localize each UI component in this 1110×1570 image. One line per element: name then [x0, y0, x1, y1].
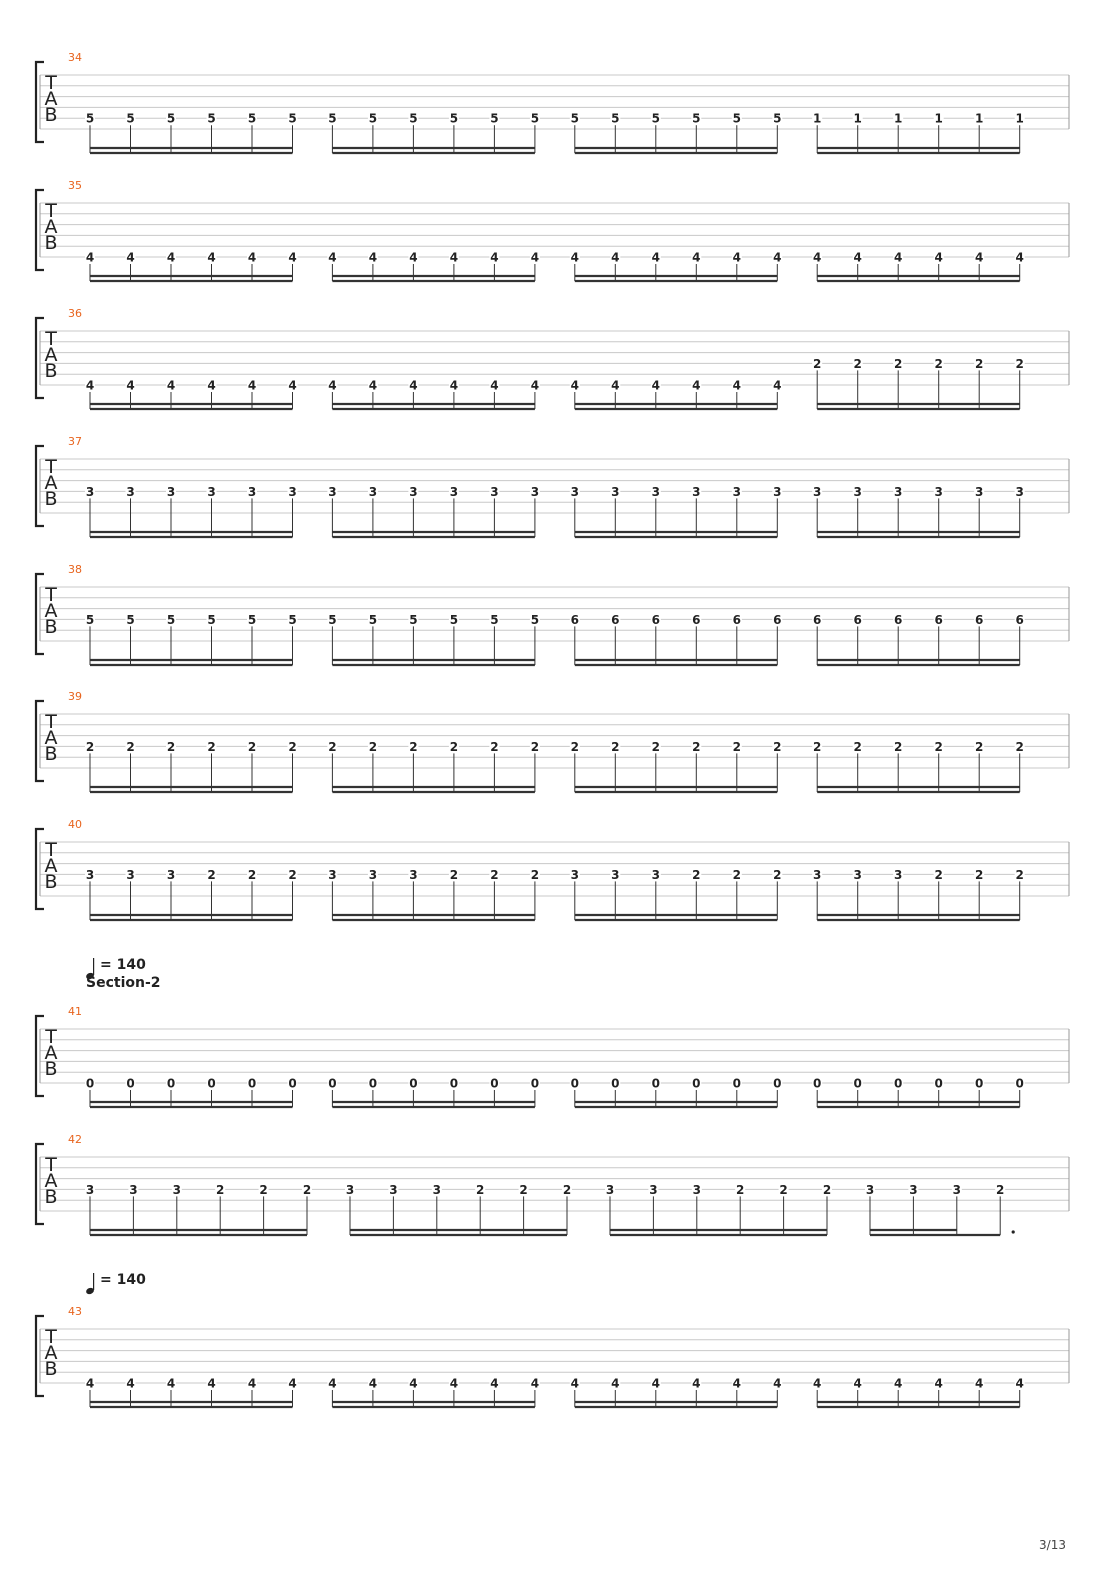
fret-number: 4 [570, 250, 579, 265]
tab-clef-letter: A [44, 1342, 58, 1364]
fret-number: 2 [975, 867, 984, 882]
fret-number: 2 [259, 1182, 268, 1197]
fret-number: 4 [773, 250, 782, 265]
fret-number: 5 [692, 111, 701, 126]
fret-number: 5 [490, 612, 499, 627]
fret-number: 5 [247, 612, 257, 627]
fret-number: 4 [611, 378, 620, 393]
fret-number: 5 [651, 111, 660, 126]
fret-number: 5 [207, 612, 216, 627]
fret-number: 4 [490, 250, 499, 265]
measure-number: 43 [68, 1305, 82, 1318]
fret-number: 4 [126, 378, 135, 393]
tab-clef-letter: T [45, 711, 57, 733]
fret-number: 2 [570, 739, 579, 754]
fret-number: 2 [822, 1182, 832, 1197]
fret-number: 2 [476, 1182, 485, 1197]
fret-number: 2 [247, 867, 257, 882]
fret-number: 6 [651, 612, 660, 627]
fret-number: 3 [288, 484, 297, 499]
fret-number: 3 [490, 484, 499, 499]
fret-number: 6 [1015, 612, 1024, 627]
fret-number: 3 [207, 484, 216, 499]
fret-number: 3 [126, 484, 135, 499]
fret-number: 4 [207, 250, 216, 265]
fret-number: 4 [894, 1376, 903, 1391]
tab-clef-letter: B [44, 743, 58, 765]
tab-clef-letter: A [44, 216, 58, 238]
fret-number: 5 [288, 612, 297, 627]
fret-number: 3 [865, 1182, 875, 1197]
fret-number: 0 [611, 1076, 620, 1091]
tab-clef-letter: B [44, 232, 58, 254]
fret-number: 5 [166, 612, 176, 627]
fret-number: 3 [813, 484, 822, 499]
fret-number: 0 [934, 1076, 943, 1091]
fret-number: 4 [126, 250, 135, 265]
fret-number: 2 [302, 1182, 312, 1197]
fret-number: 5 [449, 612, 459, 627]
fret-number: 3 [611, 484, 620, 499]
fret-number: 4 [975, 1376, 984, 1391]
fret-number: 4 [853, 250, 862, 265]
tab-clef-letter: T [45, 72, 57, 94]
fret-number: 3 [853, 867, 862, 882]
fret-number: 3 [692, 484, 701, 499]
fret-number: 0 [530, 1076, 540, 1091]
tab-system [36, 1005, 1069, 1107]
fret-number: 2 [934, 867, 943, 882]
fret-number: 3 [172, 1182, 181, 1197]
fret-number: 0 [975, 1076, 984, 1091]
fret-number: 4 [368, 250, 378, 265]
fret-number: 3 [129, 1182, 138, 1197]
tab-clef-letter: B [44, 1058, 58, 1080]
fret-number: 3 [85, 1182, 95, 1197]
section-label: Section-2 [86, 975, 161, 991]
fret-number: 2 [216, 1182, 225, 1197]
fret-number: 6 [611, 612, 620, 627]
fret-number: 5 [328, 612, 337, 627]
fret-number: 4 [692, 378, 701, 393]
fret-number: 3 [570, 484, 579, 499]
tab-clef-letter: T [45, 200, 57, 222]
fret-number: 5 [449, 111, 459, 126]
fret-number: 3 [368, 484, 378, 499]
augmentation-dot [1012, 1230, 1015, 1233]
fret-number: 3 [166, 867, 176, 882]
fret-number: 2 [207, 867, 216, 882]
fret-number: 4 [368, 1376, 378, 1391]
fret-number: 5 [409, 612, 418, 627]
fret-number: 3 [651, 867, 660, 882]
tab-system [36, 435, 1069, 537]
tab-clef-letter: B [44, 104, 58, 126]
fret-number: 2 [530, 867, 540, 882]
fret-number: 3 [773, 484, 782, 499]
fret-number: 2 [732, 867, 741, 882]
tab-system [36, 307, 1069, 409]
fret-number: 0 [570, 1076, 579, 1091]
fret-number: 0 [328, 1076, 337, 1091]
measure-number: 42 [68, 1133, 82, 1146]
fret-number: 0 [894, 1076, 903, 1091]
fret-number: 0 [85, 1076, 95, 1091]
fret-number: 3 [894, 867, 903, 882]
fret-number: 5 [126, 111, 135, 126]
fret-number: 3 [975, 484, 984, 499]
fret-number: 4 [813, 250, 822, 265]
fret-number: 4 [166, 1376, 176, 1391]
fret-number: 4 [773, 1376, 782, 1391]
fret-number: 0 [813, 1076, 822, 1091]
tab-clef-letter: A [44, 727, 58, 749]
fret-number: 4 [166, 378, 176, 393]
fret-number: 6 [570, 612, 579, 627]
page-number: 3/13 [1039, 1538, 1066, 1552]
fret-number: 3 [651, 484, 660, 499]
tab-clef-letter: T [45, 1154, 57, 1176]
tab-clef-letter: A [44, 344, 58, 366]
fret-number: 4 [530, 378, 540, 393]
fret-number: 4 [288, 1376, 297, 1391]
tab-system [36, 818, 1069, 920]
fret-number: 3 [166, 484, 176, 499]
tempo-value: = 140 [100, 1272, 146, 1288]
fret-number: 6 [692, 612, 701, 627]
fret-number: 3 [328, 484, 337, 499]
fret-number: 3 [368, 867, 378, 882]
fret-number: 4 [732, 1376, 741, 1391]
fret-number: 2 [894, 739, 903, 754]
fret-number: 2 [773, 867, 782, 882]
fret-number: 3 [1015, 484, 1024, 499]
fret-number: 0 [853, 1076, 862, 1091]
fret-number: 4 [247, 250, 257, 265]
tab-clef-letter: B [44, 1358, 58, 1380]
fret-number: 1 [853, 111, 862, 126]
measure-number: 40 [68, 818, 82, 831]
fret-number: 2 [975, 356, 984, 371]
fret-number: 2 [853, 739, 862, 754]
fret-number: 2 [1015, 739, 1024, 754]
tab-clef-letter: B [44, 488, 58, 510]
tab-system [36, 179, 1069, 281]
fret-number: 3 [813, 867, 822, 882]
fret-number: 0 [247, 1076, 257, 1091]
fret-number: 4 [85, 378, 95, 393]
fret-number: 3 [611, 867, 620, 882]
fret-number: 4 [288, 250, 297, 265]
fret-number: 4 [813, 1376, 822, 1391]
fret-number: 0 [288, 1076, 297, 1091]
fret-number: 5 [328, 111, 337, 126]
fret-number: 5 [207, 111, 216, 126]
tab-clef-letter: A [44, 472, 58, 494]
fret-number: 4 [449, 378, 459, 393]
fret-number: 2 [409, 739, 418, 754]
fret-number: 4 [853, 1376, 862, 1391]
fret-number: 4 [773, 378, 782, 393]
measure-number: 41 [68, 1005, 82, 1018]
fret-number: 4 [490, 378, 499, 393]
fret-number: 2 [1015, 356, 1024, 371]
fret-number: 5 [85, 612, 95, 627]
fret-number: 4 [449, 250, 459, 265]
fret-number: 1 [975, 111, 984, 126]
fret-number: 3 [328, 867, 337, 882]
fret-number: 3 [409, 867, 418, 882]
fret-number: 3 [126, 867, 135, 882]
tempo-mark [85, 1272, 146, 1295]
fret-number: 2 [894, 356, 903, 371]
tab-clef-letter: B [44, 871, 58, 893]
fret-number: 4 [570, 378, 579, 393]
fret-number: 2 [126, 739, 135, 754]
measure-number: 39 [68, 690, 82, 703]
fret-number: 1 [813, 111, 822, 126]
tab-clef-letter: B [44, 360, 58, 382]
fret-number: 2 [934, 739, 943, 754]
fret-number: 0 [449, 1076, 459, 1091]
fret-number: 2 [1015, 867, 1024, 882]
fret-number: 0 [207, 1076, 216, 1091]
fret-number: 2 [449, 739, 459, 754]
fret-number: 4 [934, 250, 943, 265]
fret-number: 6 [894, 612, 903, 627]
fret-number: 4 [409, 378, 418, 393]
fret-number: 4 [1015, 1376, 1024, 1391]
tab-clef-letter: T [45, 584, 57, 606]
measure-number: 37 [68, 435, 82, 448]
tab-clef-letter: A [44, 88, 58, 110]
tab-clef-letter: T [45, 328, 57, 350]
fret-number: 2 [773, 739, 782, 754]
fret-number: 6 [732, 612, 741, 627]
fret-number: 4 [247, 378, 257, 393]
measure-number: 35 [68, 179, 82, 192]
fret-number: 5 [611, 111, 620, 126]
fret-number: 5 [490, 111, 499, 126]
fret-number: 3 [389, 1182, 398, 1197]
fret-number: 6 [813, 612, 822, 627]
fret-number: 3 [649, 1182, 658, 1197]
fret-number: 2 [85, 739, 95, 754]
fret-number: 4 [328, 250, 337, 265]
fret-number: 4 [328, 1376, 337, 1391]
fret-number: 4 [409, 250, 418, 265]
fret-number: 3 [934, 484, 943, 499]
fret-number: 2 [813, 739, 822, 754]
tab-system [36, 690, 1069, 792]
fret-number: 4 [692, 1376, 701, 1391]
fret-number: 2 [247, 739, 257, 754]
fret-number: 4 [611, 250, 620, 265]
tab-clef-letter: A [44, 1042, 58, 1064]
fret-number: 5 [732, 111, 741, 126]
fret-number: 2 [975, 739, 984, 754]
fret-number: 4 [490, 1376, 499, 1391]
fret-number: 0 [651, 1076, 660, 1091]
fret-number: 2 [736, 1182, 745, 1197]
fret-number: 2 [996, 1182, 1005, 1197]
fret-number: 1 [934, 111, 943, 126]
fret-number: 2 [732, 739, 741, 754]
fret-number: 3 [605, 1182, 615, 1197]
fret-number: 3 [732, 484, 741, 499]
fret-number: 4 [611, 1376, 620, 1391]
fret-number: 4 [732, 250, 741, 265]
tab-clef-letter: A [44, 600, 58, 622]
fret-number: 5 [409, 111, 418, 126]
fret-number: 2 [562, 1182, 572, 1197]
fret-number: 2 [853, 356, 862, 371]
tab-clef-letter: T [45, 1026, 57, 1048]
fret-number: 4 [570, 1376, 579, 1391]
fret-number: 6 [934, 612, 943, 627]
fret-number: 5 [247, 111, 257, 126]
fret-number: 4 [207, 1376, 216, 1391]
fret-number: 4 [288, 378, 297, 393]
fret-number: 0 [368, 1076, 378, 1091]
fret-number: 5 [288, 111, 297, 126]
measure-number: 34 [68, 51, 82, 64]
fret-number: 2 [490, 867, 499, 882]
tab-clef-letter: T [45, 1326, 57, 1348]
fret-number: 3 [85, 484, 95, 499]
fret-number: 1 [894, 111, 903, 126]
fret-number: 4 [85, 1376, 95, 1391]
fret-number: 5 [530, 612, 540, 627]
fret-number: 4 [692, 250, 701, 265]
fret-number: 2 [530, 739, 540, 754]
fret-number: 4 [530, 250, 540, 265]
fret-number: 4 [247, 1376, 257, 1391]
fret-number: 4 [651, 378, 660, 393]
fret-number: 4 [1015, 250, 1024, 265]
fret-number: 3 [692, 1182, 701, 1197]
fret-number: 4 [368, 378, 378, 393]
fret-number: 5 [368, 111, 378, 126]
fret-number: 5 [570, 111, 579, 126]
fret-number: 2 [328, 739, 337, 754]
fret-number: 5 [85, 111, 95, 126]
fret-number: 4 [732, 378, 741, 393]
tab-clef-letter: A [44, 1170, 58, 1192]
tab-clef-letter: B [44, 1186, 58, 1208]
fret-number: 2 [692, 867, 701, 882]
fret-number: 6 [975, 612, 984, 627]
fret-number: 2 [934, 356, 943, 371]
fret-number: 0 [732, 1076, 741, 1091]
fret-number: 2 [449, 867, 459, 882]
fret-number: 5 [773, 111, 782, 126]
fret-number: 2 [779, 1182, 788, 1197]
fret-number: 2 [611, 739, 620, 754]
tab-system [36, 1305, 1069, 1407]
fret-number: 3 [345, 1182, 355, 1197]
tab-clef-letter: A [44, 855, 58, 877]
tab-clef-letter: T [45, 839, 57, 861]
fret-number: 2 [519, 1182, 528, 1197]
fret-number: 3 [85, 867, 95, 882]
fret-number: 3 [894, 484, 903, 499]
fret-number: 2 [166, 739, 176, 754]
fret-number: 3 [530, 484, 540, 499]
fret-number: 3 [247, 484, 257, 499]
fret-number: 2 [651, 739, 660, 754]
fret-number: 5 [530, 111, 540, 126]
fret-number: 4 [409, 1376, 418, 1391]
fret-number: 1 [1015, 111, 1024, 126]
fret-number: 3 [409, 484, 418, 499]
fret-number: 5 [126, 612, 135, 627]
fret-number: 4 [934, 1376, 943, 1391]
fret-number: 6 [773, 612, 782, 627]
fret-number: 4 [894, 250, 903, 265]
tempo-value: = 140 [100, 957, 146, 973]
fret-number: 3 [570, 867, 579, 882]
fret-number: 5 [368, 612, 378, 627]
fret-number: 2 [207, 739, 216, 754]
fret-number: 4 [126, 1376, 135, 1391]
fret-number: 0 [1015, 1076, 1024, 1091]
fret-number: 4 [449, 1376, 459, 1391]
fret-number: 3 [449, 484, 459, 499]
tempo-mark [85, 957, 160, 991]
fret-number: 3 [432, 1182, 441, 1197]
measure-number: 38 [68, 563, 82, 576]
fret-number: 4 [85, 250, 95, 265]
fret-number: 4 [530, 1376, 540, 1391]
measure-number: 36 [68, 307, 82, 320]
tab-system [36, 563, 1069, 665]
fret-number: 0 [773, 1076, 782, 1091]
fret-number: 4 [651, 250, 660, 265]
fret-number: 0 [692, 1076, 701, 1091]
fret-number: 6 [853, 612, 862, 627]
tab-clef-letter: B [44, 616, 58, 638]
fret-number: 2 [813, 356, 822, 371]
fret-number: 0 [490, 1076, 499, 1091]
tab-clef-letter: T [45, 456, 57, 478]
fret-number: 2 [692, 739, 701, 754]
tab-system [36, 1133, 1069, 1235]
fret-number: 4 [975, 250, 984, 265]
fret-number: 4 [651, 1376, 660, 1391]
fret-number: 3 [853, 484, 862, 499]
fret-number: 2 [288, 867, 297, 882]
fret-number: 3 [909, 1182, 918, 1197]
fret-number: 0 [409, 1076, 418, 1091]
fret-number: 4 [328, 378, 337, 393]
fret-number: 4 [166, 250, 176, 265]
fret-number: 0 [126, 1076, 135, 1091]
fret-number: 2 [490, 739, 499, 754]
fret-number: 4 [207, 378, 216, 393]
tab-system [36, 51, 1069, 153]
fret-number: 3 [952, 1182, 961, 1197]
fret-number: 5 [166, 111, 176, 126]
fret-number: 2 [288, 739, 297, 754]
fret-number: 0 [166, 1076, 176, 1091]
fret-number: 2 [368, 739, 378, 754]
